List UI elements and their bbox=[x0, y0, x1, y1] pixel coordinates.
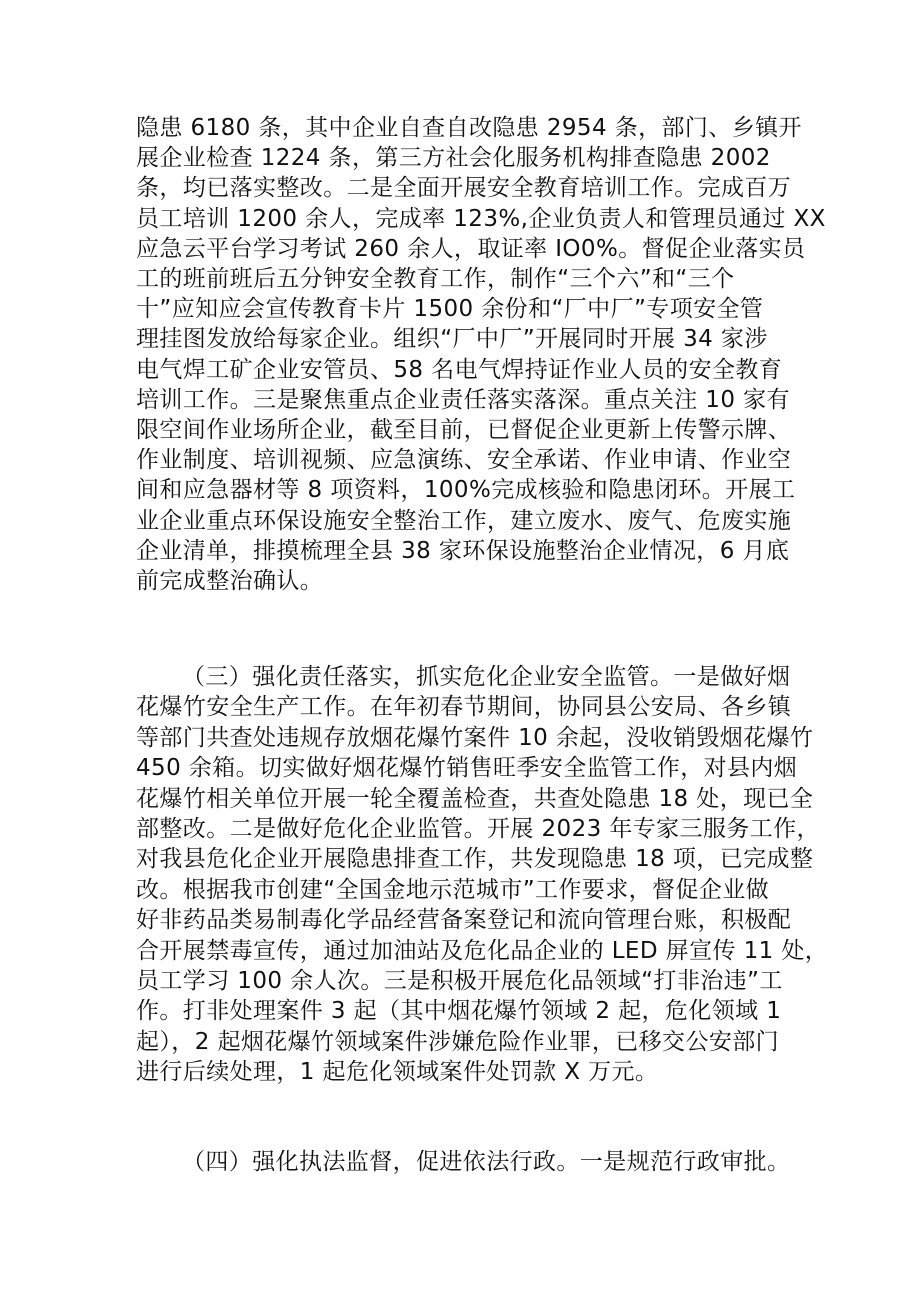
text-line: 隐患 6180 条，其中企业自查自改隐患 2954 条，部门、乡镇开 bbox=[136, 115, 802, 141]
text-line: 业企业重点环保设施安全整治工作，建立废水、废气、危废实施 bbox=[136, 507, 792, 534]
text-line: 部整改。二是做好危化企业监管。开展 2023 年专家三服务工作， bbox=[136, 816, 820, 842]
text-line: 限空间作业场所企业，截至目前，已督促企业更新上传警示牌、 bbox=[136, 417, 792, 443]
text-line: 应急云平台学习考试 260 余人，取证率 IO0%。督促企业落实员 bbox=[136, 235, 806, 262]
text-line: 起），2 起烟花爆竹领域案件涉嫌危险作业罪，已移交公安部门 bbox=[136, 1028, 780, 1055]
text-line: 作业制度、培训视频、应急演练、安全承诺、作业申请、作业空 bbox=[136, 447, 792, 474]
text-line: 前完成整治确认。 bbox=[136, 568, 324, 594]
text-line: （三）强化责任落实，抓实危化企业安全监管。一是做好烟 bbox=[182, 664, 791, 690]
text-line: 花爆竹安全生产工作。在年初春节期间，协同县公安局、各乡镇 bbox=[136, 694, 792, 721]
text-line: 间和应急器材等 8 项资料，100%完成核验和隐患闭环。开展工 bbox=[136, 477, 796, 504]
text-line: 员工培训 1200 余人，完成率 123%,企业负责人和管理员通过 XX bbox=[136, 205, 826, 232]
text-line: 电气焊工矿企业安管员、58 名电气焊持证作业人员的安全教育 bbox=[136, 356, 783, 383]
text-line: 合开展禁毒宣传，通过加油站及危化品企业的 LED 屏宣传 11 处， bbox=[136, 937, 829, 964]
text-line: 改。根据我市创建“全国金地示范城市”工作要求，督促企业做 bbox=[136, 876, 770, 903]
text-line: 450 余箱。切实做好烟花爆竹销售旺季安全监管工作，对县内烟 bbox=[136, 755, 798, 782]
text-line: 对我县危化企业开展隐患排查工作，共发现隐患 18 项，已完成整 bbox=[136, 846, 814, 873]
text-line: 条，均已落实整改。二是全面开展安全教育培训工作。完成百万 bbox=[136, 175, 792, 202]
text-line: 作。打非处理案件 3 起（其中烟花爆竹领域 2 起，危化领域 1 bbox=[136, 998, 782, 1025]
text-line: 培训工作。三是聚焦重点企业责任落实落深。重点关注 10 家有 bbox=[136, 386, 790, 413]
text-line: 十”应知应会宣传教育卡片 1500 余份和“厂中厂”专项安全管 bbox=[136, 296, 764, 323]
text-line: 工的班前班后五分钟安全教育工作，制作“三个六”和“三个 bbox=[136, 266, 735, 292]
text-line: 好非药品类易制毒化学品经营备案登记和流向管理台账，积极配 bbox=[136, 907, 792, 934]
text-line: 企业清单，排摸梳理全县 38 家环保设施整治企业情况，6 月底 bbox=[136, 537, 790, 564]
text-line: 展企业检查 1224 条，第三方社会化服务机构排查隐患 2002 bbox=[136, 145, 771, 172]
text-line: 员工学习 100 余人次。三是积极开展危化品领域“打非治违”工 bbox=[136, 968, 783, 994]
text-line: 进行后续处理，1 起危化领域案件处罚款 X 万元。 bbox=[136, 1059, 659, 1086]
text-line: （四）强化执法监督，促进依法行政。一是规范行政审批。 bbox=[182, 1149, 791, 1175]
text-line: 理挂图发放给每家企业。组织“厂中厂”开展同时开展 34 家涉 bbox=[136, 326, 768, 353]
text-line: 花爆竹相关单位开展一轮全覆盖检查，共查处隐患 18 处，现已全 bbox=[136, 785, 814, 812]
text-line: 等部门共查处违规存放烟花爆竹案件 10 余起，没收销毁烟花爆竹 bbox=[136, 724, 814, 751]
